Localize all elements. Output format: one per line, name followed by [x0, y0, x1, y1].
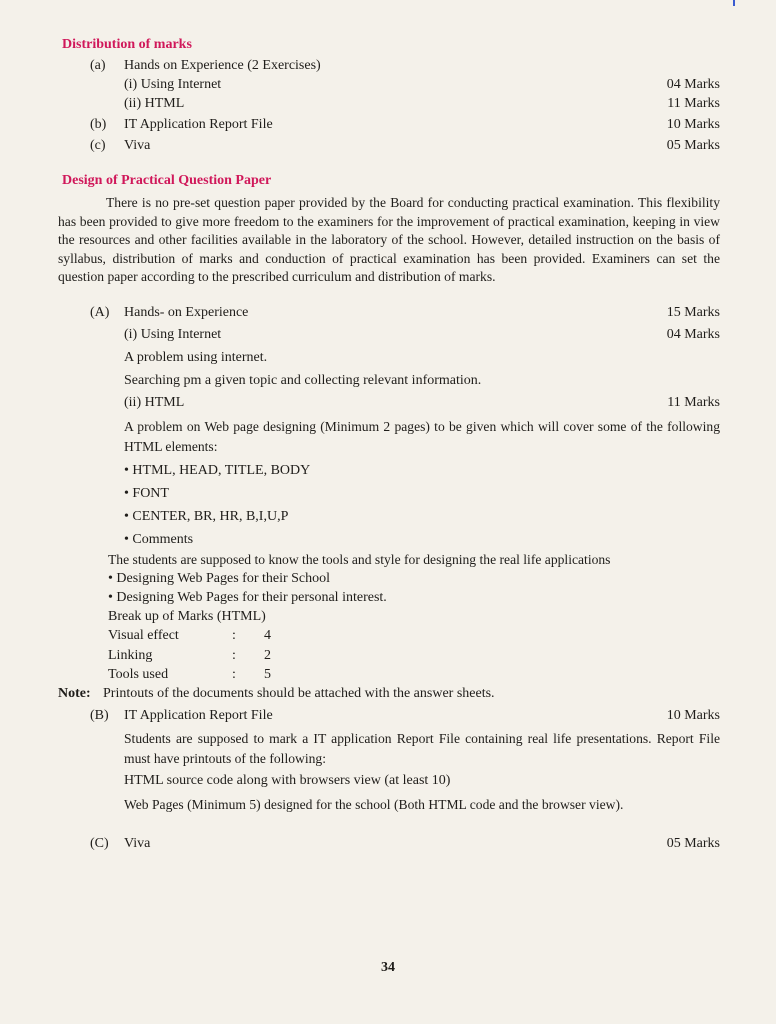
distribution-heading: Distribution of marks — [62, 37, 192, 52]
section-B-source: HTML source code along with browsers view (at least 10) — [124, 773, 451, 788]
item-c-text: Viva — [124, 138, 151, 153]
section-B-paragraph: Students are supposed to mark a IT application Report File containing real life presentations. Report File must have printouts of the following: — [124, 731, 720, 766]
breakup-label: Visual effect — [108, 628, 179, 643]
item-a-ii-marks: 11 Marks — [667, 96, 720, 111]
item-a-i-marks: 04 Marks — [666, 77, 720, 92]
section-C-text: Viva — [124, 836, 151, 851]
section-B-label: (B) — [90, 708, 109, 723]
section-A-i-problem: A problem using internet. — [124, 350, 268, 365]
tools-bullet: • Designing Web Pages for their School — [108, 571, 331, 586]
item-a-label: (a) — [90, 58, 106, 73]
html-bullet: • HTML, HEAD, TITLE, BODY — [124, 463, 311, 478]
item-a-i-text: (i) Using Internet — [124, 77, 222, 92]
html-bullet: • CENTER, BR, HR, B,I,U,P — [124, 509, 289, 524]
breakup-sep: : — [232, 648, 236, 663]
design-intro-paragraph: There is no pre-set question paper provided by the Board for conducting practical examination. This flexibility has been provided to give more freedom to the examiners for the improvement of practical examination, keeping in view the resources and other facilities available in the laboratory of the school. However, detailed instruction on the basis of syllabus, distribution of marks and conduction of practical examination has been provided. Examiners can set the question paper according to the prescribed curriculum and distribution of marks. — [58, 195, 720, 285]
item-b-label: (b) — [90, 117, 107, 132]
section-A-marks: 15 Marks — [666, 305, 720, 320]
breakup-label: Linking — [108, 648, 153, 663]
item-c-marks: 05 Marks — [666, 138, 720, 153]
section-A-text: Hands- on Experience — [124, 305, 249, 320]
item-b-text: IT Application Report File — [124, 117, 273, 132]
breakup-value: 5 — [264, 667, 271, 682]
section-A-i-marks: 04 Marks — [666, 327, 720, 342]
page-number: 34 — [381, 960, 395, 975]
html-bullet: • Comments — [124, 532, 194, 547]
edge-mark — [733, 0, 735, 6]
section-A-ii-problem: A problem on Web page designing (Minimum 2 pages) to be given which will cover some of the following HTML elements: — [124, 419, 720, 454]
breakup-value: 4 — [264, 628, 271, 643]
item-a-ii-text: (ii) HTML — [124, 96, 185, 111]
item-a-text: Hands on Experience (2 Exercises) — [124, 58, 321, 73]
design-heading: Design of Practical Question Paper — [62, 173, 272, 188]
section-B-marks: 10 Marks — [666, 708, 720, 723]
html-bullet: • FONT — [124, 486, 169, 501]
item-b-marks: 10 Marks — [666, 117, 720, 132]
section-B-text: IT Application Report File — [124, 708, 273, 723]
breakup-title: Break up of Marks (HTML) — [108, 609, 266, 624]
section-A-i-searching: Searching pm a given topic and collecting relevant information. — [124, 373, 482, 388]
tools-bullet: • Designing Web Pages for their personal interest. — [108, 590, 387, 605]
note-text: Printouts of the documents should be attached with the answer sheets. — [103, 686, 495, 701]
section-A-ii-text: (ii) HTML — [124, 395, 185, 410]
breakup-sep: : — [232, 667, 236, 682]
breakup-sep: : — [232, 628, 236, 643]
section-C-label: (C) — [90, 836, 109, 851]
section-B-webpages: Web Pages (Minimum 5) designed for the school (Both HTML code and the browser view). — [124, 797, 624, 812]
section-C-marks: 05 Marks — [666, 836, 720, 851]
note-label: Note: — [58, 686, 91, 701]
breakup-label: Tools used — [108, 667, 169, 682]
item-c-label: (c) — [90, 138, 106, 153]
section-A-ii-marks: 11 Marks — [667, 395, 720, 410]
tools-line: The students are supposed to know the tools and style for designing the real life applications — [108, 552, 611, 567]
breakup-value: 2 — [264, 648, 271, 663]
section-A-label: (A) — [90, 305, 110, 320]
section-A-i-text: (i) Using Internet — [124, 327, 222, 342]
